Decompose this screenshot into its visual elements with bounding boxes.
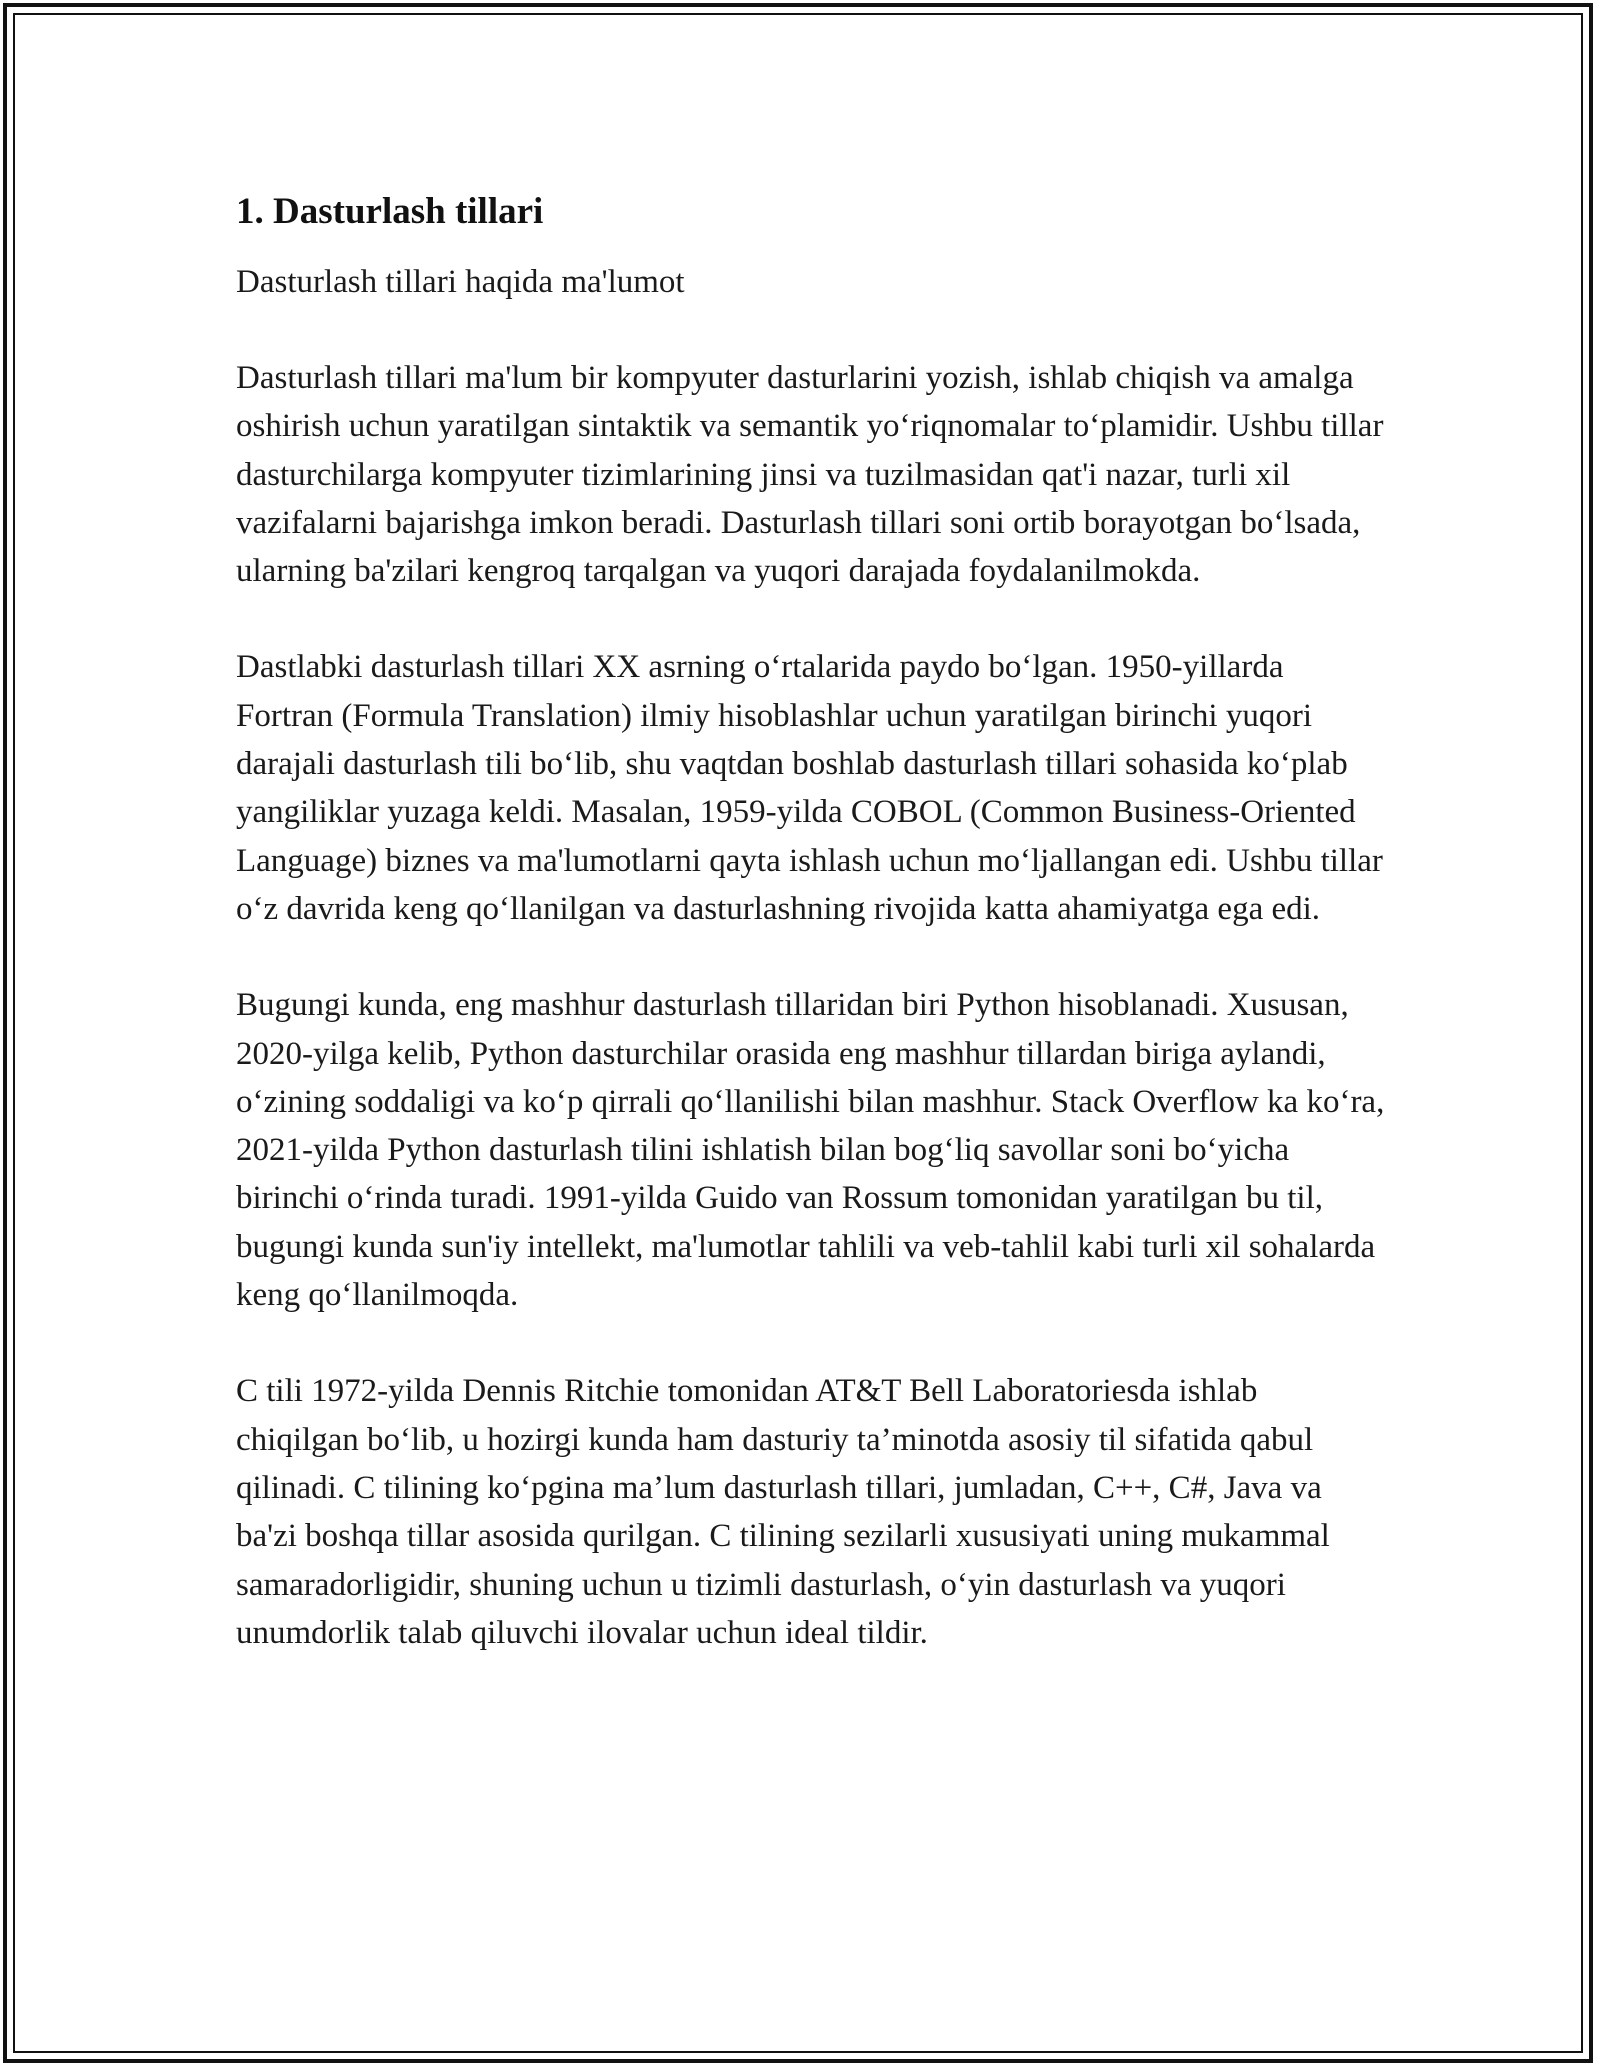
section-heading: 1. Dasturlash tillari [236, 191, 544, 232]
paragraph-history: Dastlabki dasturlash tillari XX asrning o‘rtalarida paydo bo‘lgan. 1950-yillarda Fortran (Formula Translation) ilmiy hisoblashlar uchun yaratilgan birinchi yuqori darajali dasturlash tili bo‘lib, shu vaqtdan boshlab dasturlash tillari sohasida ko‘plab yangiliklar yuzaga keldi. Masalan, 1959-yilda COBOL (Common Business-Oriented Language) biznes va ma'lumotlarni qayta ishlash uchun mo‘ljallangan edi. Ushbu tillar o‘z davrida keng qo‘llanilgan va dasturlashning rivojida katta ahamiyatga ega edi. [236, 649, 1383, 927]
paragraph-python: Bugungi kunda, eng mashhur dasturlash tillaridan biri Python hisoblanadi. Xususan, 2020-yilga kelib, Python dasturchilar orasida eng mashhur tillardan biriga aylandi, o‘zining soddaligi va ko‘p qirrali qo‘llanilishi bilan mashhur. Stack Overflow ka ko‘ra, 2021-yilda Python dasturlash tilini ishlatish bilan bog‘liq savollar soni bo‘yicha birinchi o‘rinda turadi. 1991-yilda Guido van Rossum tomonidan yaratilgan bu til, bugungi kunda sun'iy intellekt, ma'lumotlar tahlili va veb-tahlil kabi turli xil sohalarda keng qo‘llanilmoqda. [236, 987, 1385, 1314]
document-page [236, 188, 1386, 1705]
paragraph-intro: Dasturlash tillari ma'lum bir kompyuter dasturlarini yozish, ishlab chiqish va amalga oshirish uchun yaratilgan sintaktik va semantik yo‘riqnomalar to‘plamidir. Ushbu tillar dasturchilarga kompyuter tizimlarining jinsi va tuzilmasidan qat'i nazar, turli xil vazifalarni bajarishga imkon beradi. Dasturlash tillari soni ortib borayotgan bo‘lsada, ularning ba'zilari kengroq tarqalgan va yuqori darajada foydalanilmokda. [236, 360, 1384, 590]
section-subtitle: Dasturlash tillari haqida ma'lumot [236, 264, 685, 300]
paragraph-c-language: C tili 1972-yilda Dennis Ritchie tomonidan AT&T Bell Laboratoriesda ishlab chiqilgan bo‘lib, u hozirgi kunda ham dasturiy ta’minotda asosiy til sifatida qabul qilinadi. C tilining ko‘pgina ma’lum dasturlash tillari, jumladan, C++, C#, Java va ba'zi boshqa tillar asosida qurilgan. C tilining sezilarli xususiyati uning mukammal samaradorligidir, shuning uchun u tizimli dasturlash, o‘yin dasturlash va yuqori unumdorlik talab qiluvchi ilovalar uchun ideal tildir. [236, 1373, 1330, 1651]
